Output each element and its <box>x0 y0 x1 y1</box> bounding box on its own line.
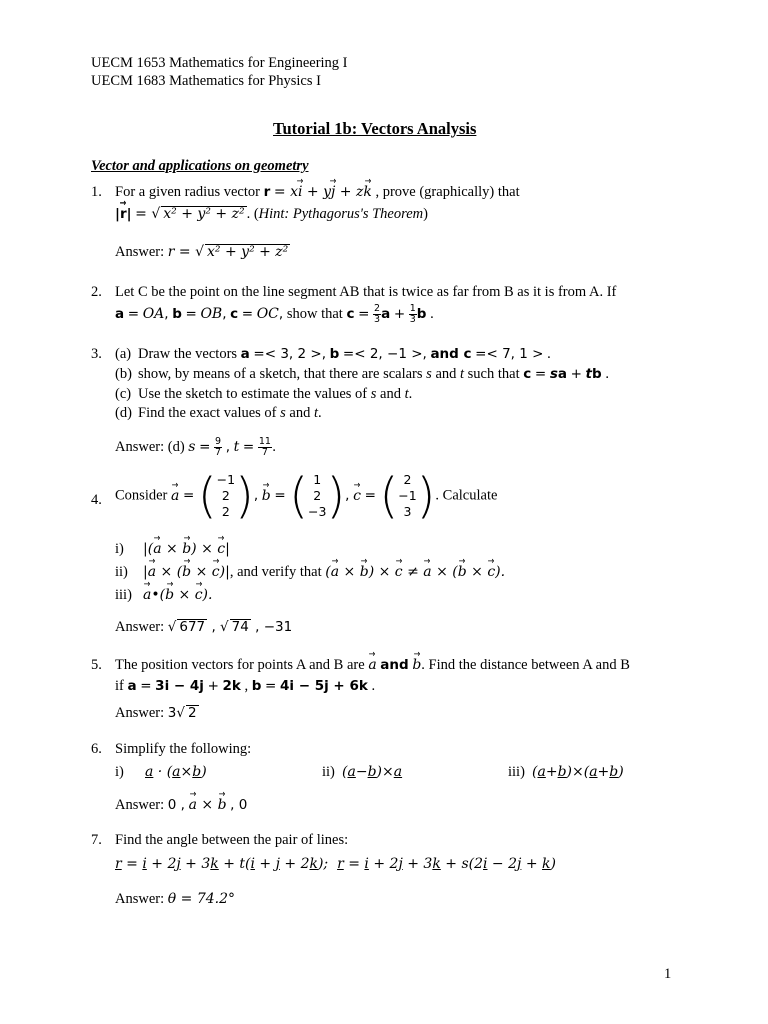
vector-b: ( 1 2 −3 ) <box>289 467 346 524</box>
q2-line2: a = OA, b = OB, c = OC, show that c = $\frac{2}{3}$ a + $\frac{1}{3}$ b . <box>115 303 434 325</box>
q1-line1: For a given radius vector r = x→ i + y→ j + z→ k , prove (graphically) that <box>115 183 520 201</box>
q3a-text: Draw the vectors a =< 3, 2 >, b =< 2, −1 >, and c =< 7, 1 > . <box>138 346 551 362</box>
q5-line2: if a = 3i − 4j + 2k , b = 4i − 5j + 6k . <box>115 678 376 694</box>
course-line-2: UECM 1683 Mathematics for Physics I <box>91 73 321 89</box>
q6ii-expr: (a−b)×a <box>342 764 403 780</box>
q4-number: 4. <box>91 492 102 508</box>
q1-number: 1. <box>91 184 102 200</box>
q6ii-label: ii) <box>322 764 335 780</box>
vector-a: ( −1 2 2 ) <box>197 467 254 524</box>
q6i-expr: a · (a×b) <box>145 764 207 780</box>
q3d-text: Find the exact values of s and t. <box>138 405 322 421</box>
q7-answer: Answer: θ = 74.2° <box>115 891 235 907</box>
q4ii-expr: |→ a × (→ b × → c)|, and verify that (→ a × → b) × → c ≠ → a × (→ b × → c). <box>143 563 505 581</box>
q4ii-label: ii) <box>115 564 128 580</box>
q3-number: 3. <box>91 346 102 362</box>
section-heading: Vector and applications on geometry <box>91 158 309 174</box>
page-number: 1 <box>664 966 672 982</box>
q1-answer: Answer: r = √ x² + y² + z² <box>115 244 289 260</box>
course-line-1: UECM 1653 Mathematics for Engineering I <box>91 55 348 71</box>
q6iii-label: iii) <box>508 764 525 780</box>
q4-vectors: Consider → a = ( −1 2 2 ) , → b = ( 1 2 −3 ) , → c = ( 2 −1 3 ) . Calculate <box>115 470 497 521</box>
q6i-label: i) <box>115 764 124 780</box>
q3-answer: Answer: (d) s = $\frac{9}{7}$ , t = $\frac{11}{7}$ . <box>115 436 277 458</box>
q3c-label: (c) <box>115 386 132 402</box>
q6-text: Simplify the following: <box>115 741 252 757</box>
q4i-label: i) <box>115 541 124 557</box>
q4-answer: Answer: √ 677 , √ 74 , −31 <box>115 619 293 635</box>
q1-line2: |→ r| = √ x² + y² + z² . (Hint: Pythagorus's Theorem) <box>115 205 428 223</box>
q4i-expr: |(→ a × → b) × → c| <box>143 540 230 558</box>
q6iii-expr: (a+b)×(a+b) <box>532 764 624 780</box>
q5-line1: The position vectors for points A and B are → a and → b. Find the distance between A and B <box>115 656 630 674</box>
q4iii-expr: → a•(→ b × → c). <box>143 586 212 604</box>
page-title: Tutorial 1b: Vectors Analysis <box>273 119 477 138</box>
q5-answer: Answer: 3√ 2 <box>115 705 197 721</box>
q2-number: 2. <box>91 284 102 300</box>
q3d-label: (d) <box>115 405 132 421</box>
q7-lines: r = i + 2j + 3k + t(i + j + 2k); r = i + 2j + 3k + s(2i − 2j + k) <box>115 856 556 872</box>
q5-number: 5. <box>91 657 102 673</box>
vector-c: ( 2 −1 3 ) <box>379 467 436 524</box>
q3c-text: Use the sketch to estimate the values of s and t. <box>138 386 413 402</box>
q3b-label: (b) <box>115 366 132 382</box>
q4iii-label: iii) <box>115 587 132 603</box>
q3b-text: show, by means of a sketch, that there are scalars s and t such that c = sa + tb . <box>138 366 609 382</box>
q7-text: Find the angle between the pair of lines: <box>115 832 349 848</box>
q6-number: 6. <box>91 741 102 757</box>
q7-number: 7. <box>91 832 102 848</box>
q3a-label: (a) <box>115 346 132 362</box>
q6-answer: Answer: 0 , → a × → b , 0 <box>115 796 247 814</box>
q2-line1: Let C be the point on the line segment AB that is twice as far from B as it is from A. If <box>115 284 617 300</box>
